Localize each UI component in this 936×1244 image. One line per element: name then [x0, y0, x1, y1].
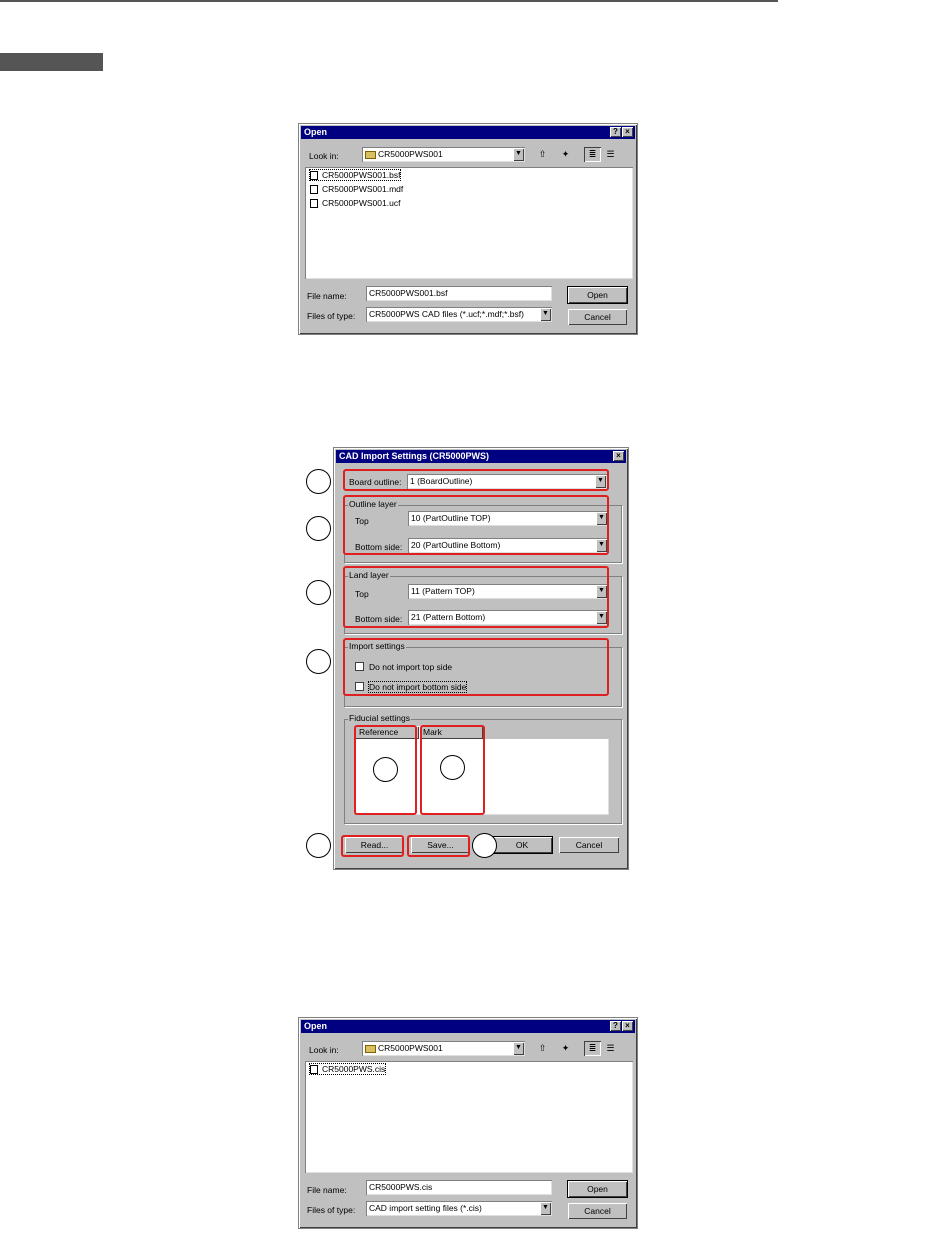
- files-of-type-label: Files of type:: [307, 1205, 356, 1215]
- list-item[interactable]: CR5000PWS001.mdf: [310, 184, 403, 194]
- file-name-label: File name:: [307, 1185, 347, 1195]
- page-section-tab: [0, 53, 103, 71]
- fiducial-settings-title: Fiducial settings: [349, 713, 410, 723]
- chevron-down-icon[interactable]: ▼: [596, 512, 607, 525]
- folder-icon: [365, 1045, 376, 1053]
- outline-layer-title: Outline layer: [349, 499, 397, 509]
- open-dialog-2-titlebar: [301, 1020, 635, 1033]
- files-of-type-dropdown[interactable]: CR5000PWS CAD files (*.ucf;*.mdf;*.bsf) ▼: [366, 307, 552, 322]
- chevron-down-icon[interactable]: ▼: [540, 308, 551, 321]
- chevron-down-icon[interactable]: ▼: [596, 585, 607, 598]
- chevron-down-icon[interactable]: ▼: [513, 1042, 524, 1055]
- highlight-board-outline: [343, 469, 609, 491]
- dialog-title: Open: [304, 127, 328, 137]
- open-button[interactable]: Open: [567, 1180, 628, 1198]
- file-name-label: File name:: [307, 291, 347, 301]
- dialog-title: Open: [304, 1021, 328, 1031]
- cancel-button[interactable]: Cancel: [558, 836, 620, 854]
- callout-circle: [306, 516, 331, 541]
- up-folder-icon[interactable]: ⇧: [534, 1041, 551, 1056]
- file-icon: [310, 171, 318, 180]
- look-in-value: CR5000PWS001: [378, 149, 443, 159]
- land-bottom-label: Bottom side:: [355, 614, 403, 624]
- outline-bottom-dropdown[interactable]: 20 (PartOutline Bottom) ▼: [408, 538, 608, 553]
- up-folder-icon[interactable]: ⇧: [534, 147, 551, 162]
- files-of-type-dropdown[interactable]: CAD import setting files (*.cis) ▼: [366, 1201, 552, 1216]
- callout-circle: [306, 833, 331, 858]
- close-icon[interactable]: ×: [622, 127, 633, 137]
- list-item[interactable]: CR5000PWS001.bsf: [310, 170, 400, 180]
- land-layer-title: Land layer: [349, 570, 389, 580]
- highlight-save-button: [407, 835, 470, 857]
- new-folder-icon[interactable]: ✦: [557, 1041, 574, 1056]
- open-dialog-1: [298, 123, 638, 335]
- highlight-outline-layer: [343, 495, 609, 555]
- new-folder-icon[interactable]: ✦: [557, 147, 574, 162]
- open-dialog-1-titlebar: [301, 126, 635, 139]
- open-button[interactable]: Open: [567, 286, 628, 304]
- no-top-label: Do not import top side: [369, 662, 453, 672]
- callout-circle: [306, 469, 331, 494]
- chevron-down-icon[interactable]: ▼: [595, 475, 606, 488]
- look-in-label: Look in:: [309, 151, 339, 161]
- cancel-button[interactable]: Cancel: [567, 308, 628, 326]
- cad-import-titlebar: [336, 450, 626, 463]
- file-list[interactable]: [305, 1061, 633, 1173]
- chevron-down-icon[interactable]: ▼: [596, 611, 607, 624]
- col-mark[interactable]: Mark: [419, 726, 483, 739]
- outline-bottom-label: Bottom side:: [355, 542, 403, 552]
- board-outline-dropdown[interactable]: 1 (BoardOutline) ▼: [407, 474, 607, 489]
- dialog-title: CAD Import Settings (CR5000PWS): [339, 451, 490, 461]
- callout-circle: [440, 755, 465, 780]
- file-icon: [310, 1065, 318, 1074]
- col-reference[interactable]: Reference: [355, 726, 419, 739]
- file-icon: [310, 199, 318, 208]
- close-icon[interactable]: ×: [613, 451, 624, 461]
- import-settings-title: Import settings: [349, 641, 405, 651]
- file-list[interactable]: [305, 167, 633, 279]
- land-bottom-dropdown[interactable]: 21 (Pattern Bottom) ▼: [408, 610, 608, 625]
- chevron-down-icon[interactable]: ▼: [540, 1202, 551, 1215]
- no-bottom-label: Do not import bottom side: [369, 682, 467, 692]
- list-item[interactable]: CR5000PWS.cis: [310, 1064, 385, 1074]
- help-icon[interactable]: ?: [610, 127, 621, 137]
- help-icon[interactable]: ?: [610, 1021, 621, 1031]
- chevron-down-icon[interactable]: ▼: [596, 539, 607, 552]
- read-button[interactable]: Read...: [344, 836, 405, 854]
- land-top-dropdown[interactable]: 11 (Pattern TOP) ▼: [408, 584, 608, 599]
- look-in-dropdown[interactable]: [362, 1041, 525, 1056]
- save-button[interactable]: Save...: [410, 836, 471, 854]
- land-top-label: Top: [355, 589, 369, 599]
- outline-top-dropdown[interactable]: 10 (PartOutline TOP) ▼: [408, 511, 608, 526]
- folder-icon: [365, 151, 376, 159]
- details-view-icon[interactable]: ☰: [602, 147, 619, 162]
- files-of-type-label: Files of type:: [307, 311, 356, 321]
- ok-button[interactable]: OK: [491, 836, 553, 854]
- page-header-rule: [0, 0, 778, 2]
- list-view-icon[interactable]: ≣: [584, 147, 601, 162]
- look-in-dropdown[interactable]: [362, 147, 525, 162]
- callout-circle: [373, 757, 398, 782]
- board-outline-label: Board outline:: [349, 477, 402, 487]
- file-icon: [310, 185, 318, 194]
- list-view-icon[interactable]: ≣: [584, 1041, 601, 1056]
- cancel-button[interactable]: Cancel: [567, 1202, 628, 1220]
- chevron-down-icon[interactable]: ▼: [513, 148, 524, 161]
- list-item[interactable]: CR5000PWS001.ucf: [310, 198, 400, 208]
- file-name-input[interactable]: CR5000PWS.cis: [366, 1180, 552, 1195]
- callout-circle: [472, 833, 497, 858]
- open-dialog-2: [298, 1017, 638, 1229]
- highlight-read-button: [341, 835, 404, 857]
- callout-circle: [306, 580, 331, 605]
- look-in-value: CR5000PWS001: [378, 1043, 443, 1053]
- look-in-label: Look in:: [309, 1045, 339, 1055]
- callout-circle: [306, 649, 331, 674]
- details-view-icon[interactable]: ☰: [602, 1041, 619, 1056]
- highlight-import-settings: [343, 638, 609, 696]
- file-name-input[interactable]: CR5000PWS001.bsf: [366, 286, 552, 301]
- outline-top-label: Top: [355, 516, 369, 526]
- highlight-land-layer: [343, 566, 609, 628]
- close-icon[interactable]: ×: [622, 1021, 633, 1031]
